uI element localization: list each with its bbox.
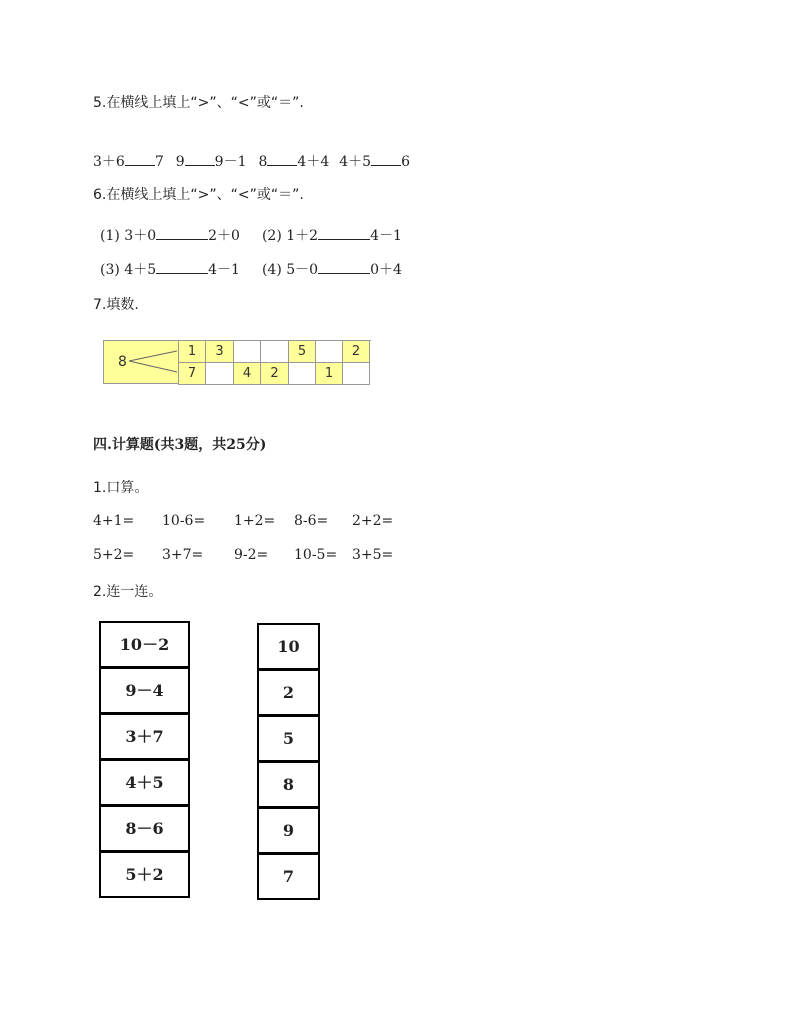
decomp-cell[interactable] bbox=[316, 341, 343, 363]
q5-left-4: 4＋5 bbox=[339, 154, 372, 170]
q2-title: 2.连一连。 bbox=[93, 584, 163, 600]
match-right-box[interactable]: 5 bbox=[257, 715, 320, 762]
decomp-cell: 2 bbox=[343, 341, 370, 363]
q6-right-2: 4－1 bbox=[370, 228, 402, 244]
match-left-box[interactable]: 9－4 bbox=[99, 667, 190, 714]
decomp-cell: 7 bbox=[179, 363, 206, 385]
q5-left-3: 8 bbox=[258, 154, 268, 170]
match-right-box[interactable]: 2 bbox=[257, 669, 320, 716]
q6-row-1 bbox=[100, 225, 402, 245]
q6-label-4: (4) bbox=[261, 262, 282, 278]
q6-blank-3[interactable] bbox=[156, 259, 208, 274]
match-left-box[interactable]: 4＋5 bbox=[99, 759, 190, 806]
q6-blank-1[interactable] bbox=[156, 225, 208, 240]
oral-item: 9-2= bbox=[234, 547, 269, 563]
match-right-box[interactable]: 9 bbox=[257, 807, 320, 854]
q6-right-4: 0＋4 bbox=[370, 262, 402, 278]
match-right-box[interactable]: 8 bbox=[257, 761, 320, 808]
oral-item: 5+2= bbox=[93, 547, 135, 563]
decomp-cell[interactable] bbox=[261, 341, 289, 363]
split-lines-icon bbox=[103, 340, 179, 384]
q7-title: 7.填数. bbox=[93, 297, 139, 313]
decomposition-cells bbox=[178, 340, 371, 385]
q6-label-2: (2) bbox=[261, 228, 282, 244]
match-left-box[interactable]: 3＋7 bbox=[99, 713, 190, 760]
decomp-cell[interactable] bbox=[206, 363, 234, 385]
decomp-cell: 2 bbox=[261, 363, 289, 385]
match-right-box[interactable]: 7 bbox=[257, 853, 320, 900]
q6-row-2 bbox=[100, 259, 402, 279]
match-left-box[interactable]: 10－2 bbox=[99, 621, 190, 668]
decomp-cell: 5 bbox=[289, 341, 316, 363]
q6-label-1: (1) bbox=[100, 228, 120, 244]
q6-right-3: 4－1 bbox=[208, 262, 240, 278]
decomp-cell[interactable] bbox=[343, 363, 370, 385]
q5-right-2: 9－1 bbox=[214, 154, 247, 170]
q5-blank-1[interactable] bbox=[125, 151, 155, 166]
oral-item: 1+2= bbox=[234, 513, 276, 529]
q6-left-2: 1＋2 bbox=[286, 228, 319, 244]
match-left-box[interactable]: 8－6 bbox=[99, 805, 190, 852]
oral-item: 3+7= bbox=[162, 547, 204, 563]
q6-right-1: 2＋0 bbox=[208, 228, 240, 244]
q5-left-2: 9 bbox=[175, 154, 185, 170]
q6-left-4: 5－0 bbox=[286, 262, 319, 278]
q6-title: 6.在横线上填上“>”、“<”或“＝”. bbox=[93, 187, 304, 203]
q5-blank-4[interactable] bbox=[371, 151, 401, 166]
oral-item: 10-6= bbox=[162, 513, 206, 529]
q6-blank-4[interactable] bbox=[318, 259, 370, 274]
oral-item: 3+5= bbox=[352, 547, 394, 563]
q5-right-4: 6 bbox=[401, 154, 410, 170]
decomp-cell: 1 bbox=[316, 363, 343, 385]
q1-title: 1.口算。 bbox=[93, 480, 149, 496]
section-title: 四.计算题(共3题，共25分) bbox=[93, 437, 267, 453]
q5-right-1: 7 bbox=[154, 154, 164, 170]
q6-left-3: 4＋5 bbox=[124, 262, 157, 278]
match-right-box[interactable]: 10 bbox=[257, 623, 320, 670]
number-decomposition-table bbox=[103, 340, 370, 384]
oral-item: 8-6= bbox=[294, 513, 329, 529]
total-number: 8 bbox=[118, 354, 127, 370]
match-left-box[interactable]: 5＋2 bbox=[99, 851, 190, 898]
q6-blank-2[interactable] bbox=[318, 225, 370, 240]
decomp-cell: 3 bbox=[206, 341, 234, 363]
q5-row bbox=[93, 151, 410, 171]
q5-title: 5.在横线上填上“>”、“<”或“＝”. bbox=[93, 95, 304, 111]
q5-blank-3[interactable] bbox=[267, 151, 297, 166]
decomp-cell: 4 bbox=[234, 363, 261, 385]
oral-item: 2+2= bbox=[352, 513, 394, 529]
decomp-cell: 1 bbox=[179, 341, 206, 363]
decomp-cell[interactable] bbox=[234, 341, 261, 363]
q5-blank-2[interactable] bbox=[185, 151, 215, 166]
q6-left-1: 3＋0 bbox=[124, 228, 157, 244]
q5-right-3: 4＋4 bbox=[297, 154, 330, 170]
q6-label-3: (3) bbox=[100, 262, 120, 278]
decomp-cell[interactable] bbox=[289, 363, 316, 385]
oral-item: 10-5= bbox=[294, 547, 338, 563]
oral-item: 4+1= bbox=[93, 513, 135, 529]
q5-left-1: 3＋6 bbox=[93, 154, 125, 170]
